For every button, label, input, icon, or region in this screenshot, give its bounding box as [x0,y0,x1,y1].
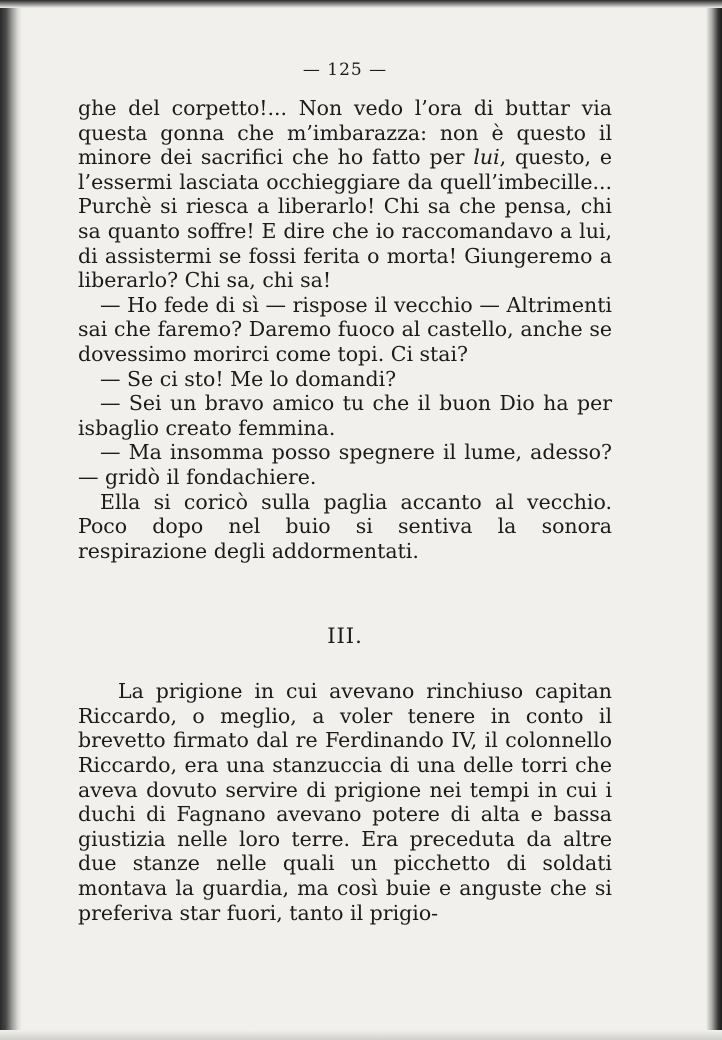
paragraph-narration: Ella si coricò sulla paglia accanto al vecchio. Poco dopo nel buio si sentiva la sonora respirazione degli addormentati. [78,489,612,563]
chapter-heading: III. [327,624,363,649]
page-bottom-edge [0,1030,722,1040]
paragraph-dialogue: — Sei un bravo amico tu che il buon Dio ha per isbaglio creato femmina. [78,391,612,440]
paragraph-text-before: ghe del corpetto!... Non vedo l’ora di buttar via questa gonna che m’imbarazza: non è questo il minore dei sacrifici che ho fatto per [78,96,612,170]
emphasized-word: lui [473,145,500,170]
page-number: — 125 — [302,60,388,80]
page-right-edge-shadow [706,0,722,1040]
paragraph-dialogue-continuation [78,96,612,293]
page-top-edge-shadow [0,0,722,8]
page-binding-shadow [0,0,22,1040]
paragraph-text-after: , questo, e l’essermi lasciata occhieggiare da quell’imbecille... Purchè si riesca a liberarlo! Chi sa che pensa, chi sa quanto soffre! E dire che io raccomandavo a lui, di assistermi se fossi ferita o morta! Giungeremo a liberarlo? Chi sa, chi sa! [78,145,612,293]
page-content [78,58,612,925]
paragraph-dialogue: — Ho fede di sì — rispose il vecchio — Altrimenti sai che faremo? Daremo fuoco al castello, anche se dovessimo morirci come topi. Ci stai? [78,292,612,366]
paragraph-dialogue: — Ma insomma posso spegnere il lume, adesso? — gridò il fondachiere. [78,440,612,489]
paragraph-dialogue: — Se ci sto! Me lo domandi? [100,366,397,391]
paragraph-chapter-opening: La prigione in cui avevano rinchiuso capitan Riccardo, o meglio, a voler tenere in conto il brevetto firmato dal re Ferdinando IV, il colonnello Riccardo, era una stanzuccia di una delle torri che aveva dovuto servire di prigione nei tempi in cui i duchi di Fagnano avevano potere di alta e bassa giustizia nelle loro terre. Era preceduta da altre due stanze nelle quali un picchetto di soldati montava la guardia, ma così buie e anguste che si preferiva star fuori, tanto il prigio- [78,679,612,925]
